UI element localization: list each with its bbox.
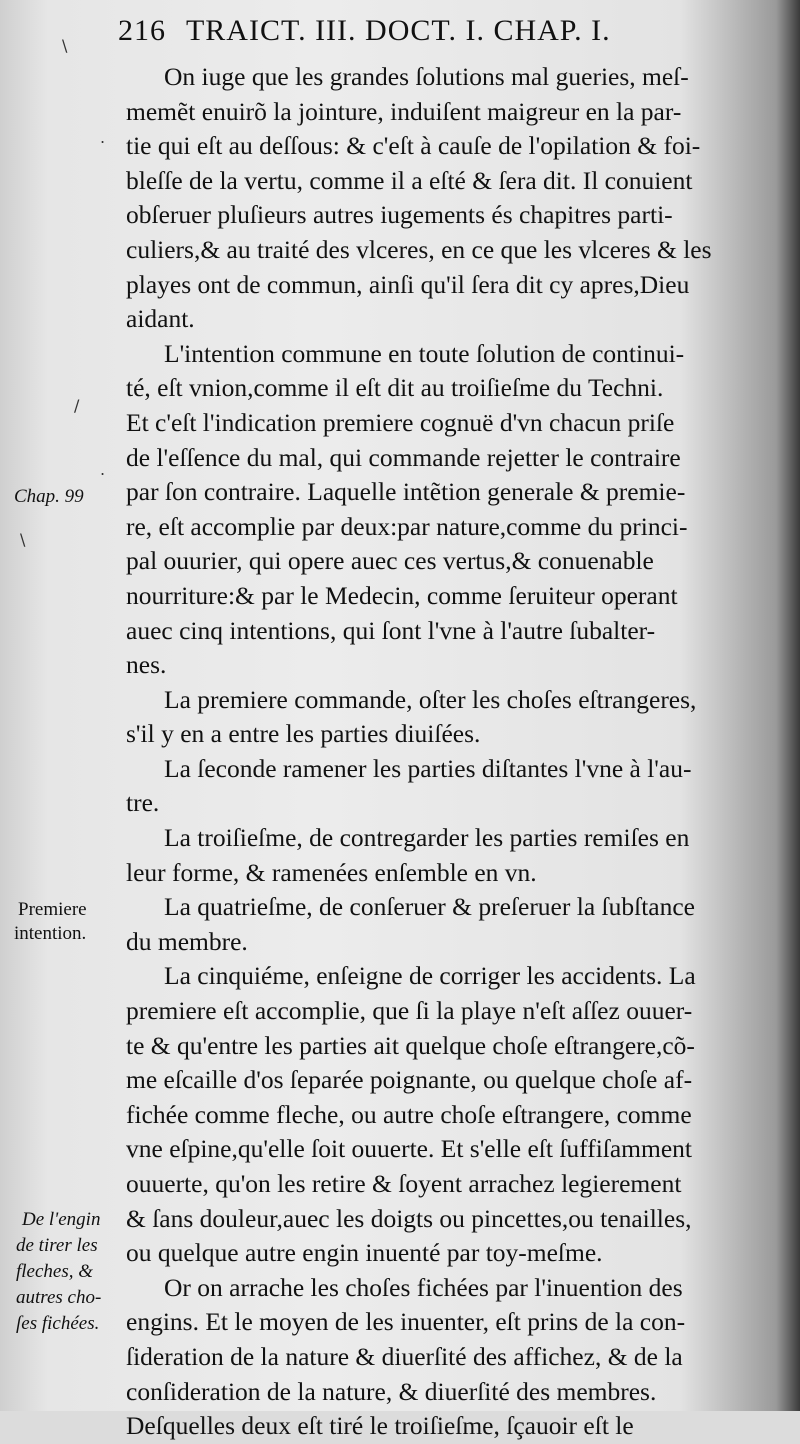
text-line: ſideration de la nature & diuerſité des affichez, & de la [126,1341,683,1371]
margin-mark: / [74,396,80,415]
text-line: Deſquelles deux eſt tiré le troiſieſme, ſçauoir eſt le [126,1411,634,1441]
text-line: bleſſe de la vertu, comme il a eſté & ſera dit. Il conuient [126,165,693,195]
margin-mark: \ [20,530,26,549]
margin-mark: . [100,460,106,479]
text-line: La quatrieſme, de conſeruer & preſeruer la ſubſtance [164,892,695,922]
text-line: nourriture:& par le Medecin, comme ſeruiteur operant [126,580,678,610]
margin-note-premiere: Premiere [18,899,87,920]
text-line: me eſcaille d'os ſeparée poignante, ou quelque choſe af- [126,1065,693,1095]
text-line: L'intention commune en toute ſolution de continui- [164,338,685,368]
text-line: nes. [126,650,167,680]
text-line: ou quelque autre engin inuenté par toy-meſme. [126,1238,603,1268]
text-line: auec cinq intentions, qui ſont l'vne à l'autre ſubalter- [126,615,656,645]
text-line: te & qu'entre les parties ait quelque choſe eſtrangere,cõ- [126,1030,695,1060]
text-line: La troiſieſme, de contregarder les parties remiſes en [164,823,690,853]
page-number: 216 [118,14,166,47]
text-line: playes ont de commun, ainſi qu'il ſera dit cy apres,Dieu [126,269,690,299]
text-line: tre. [126,788,160,818]
text-line: On iuge que les grandes ſolutions mal gueries, meſ- [164,62,689,91]
text-line: Et c'eſt l'indication premiere cognuë d'vn chacun priſe [126,407,675,437]
margin-note-engin-1: De l'engin [22,1209,101,1230]
text-line: de l'eſſence du mal, qui commande rejetter le contraire [126,442,681,472]
text-line: obſeruer pluſieurs autres iugements és chapitres parti- [126,200,673,230]
text-line: du membre. [126,926,248,956]
text-line: vne eſpine,qu'elle ſoit ouuerte. Et s'elle eſt ſuffiſamment [126,1134,693,1164]
text-line: La ſeconde ramener les parties diſtantes l'vne à l'au- [164,753,692,783]
text-line: & ſans douleur,auec les doigts ou pincettes,ou tenailles, [126,1203,692,1233]
text-line: par ſon contraire. Laquelle intẽtion generale & premie- [126,477,686,507]
text-line: conſideration de la nature, & diuerſité des membres. [126,1376,657,1406]
text-line: fichée comme fleche, ou autre choſe eſtrangere, comme [126,1099,692,1129]
text-line: té, eſt vnion,comme il eſt dit au troiſieſme du Techni. [126,373,664,403]
text-line: engins. Et le moyen de les inuenter, eſt prins de la con- [126,1307,686,1337]
text-line: premiere eſt accomplie, que ſi la playe n'eſt aſſez ouuer- [126,996,693,1026]
text-line: tie qui eſt au deſſous: & c'eſt à cauſe de l'opilation & foi- [126,131,701,161]
margin-note-engin-5: ſes fichées. [16,1313,100,1334]
text-line: ouuerte, qu'on les retire & ſoyent arrachez legierement [126,1169,682,1198]
margin-mark: . [100,128,106,147]
margin-note-engin-4: autres cho- [16,1287,102,1308]
text-line: culiers,& au traité des vlceres, en ce que les vlceres & les [126,234,712,264]
text-line: pal ouurier, qui opere auec ces vertus,& conuenable [126,546,654,576]
margin-note-intention: intention. [14,923,87,944]
text-line: memẽt enuirõ la jointure, induiſent maigreur en la par- [126,96,682,126]
margin-note-engin-3: fleches, & [16,1261,94,1282]
running-title: TRAICT. III. DOCT. I. CHAP. I. [185,14,611,47]
text-line: re, eſt accomplie par deux:par nature,comme du princi- [126,511,688,541]
running-header [118,14,718,48]
text-line: s'il y en a entre les parties diuiſées. [126,719,481,749]
text-line: Or on arrache les choſes fichées par l'inuention des [164,1272,683,1302]
text-line: leur forme, & ramenées enſemble en vn. [126,857,537,887]
body-text [126,60,768,1444]
margin-note-engin-2: de tirer les [16,1235,98,1256]
margin-mark: \ [62,36,68,55]
text-line: aidant. [126,304,195,334]
margin-note-chapter-ref: Chap. 99 [14,486,84,507]
text-line: La premiere commande, oſter les choſes eſtrangeres, [164,684,697,714]
text-line: La cinquiéme, enſeigne de corriger les accidents. La [164,961,696,991]
